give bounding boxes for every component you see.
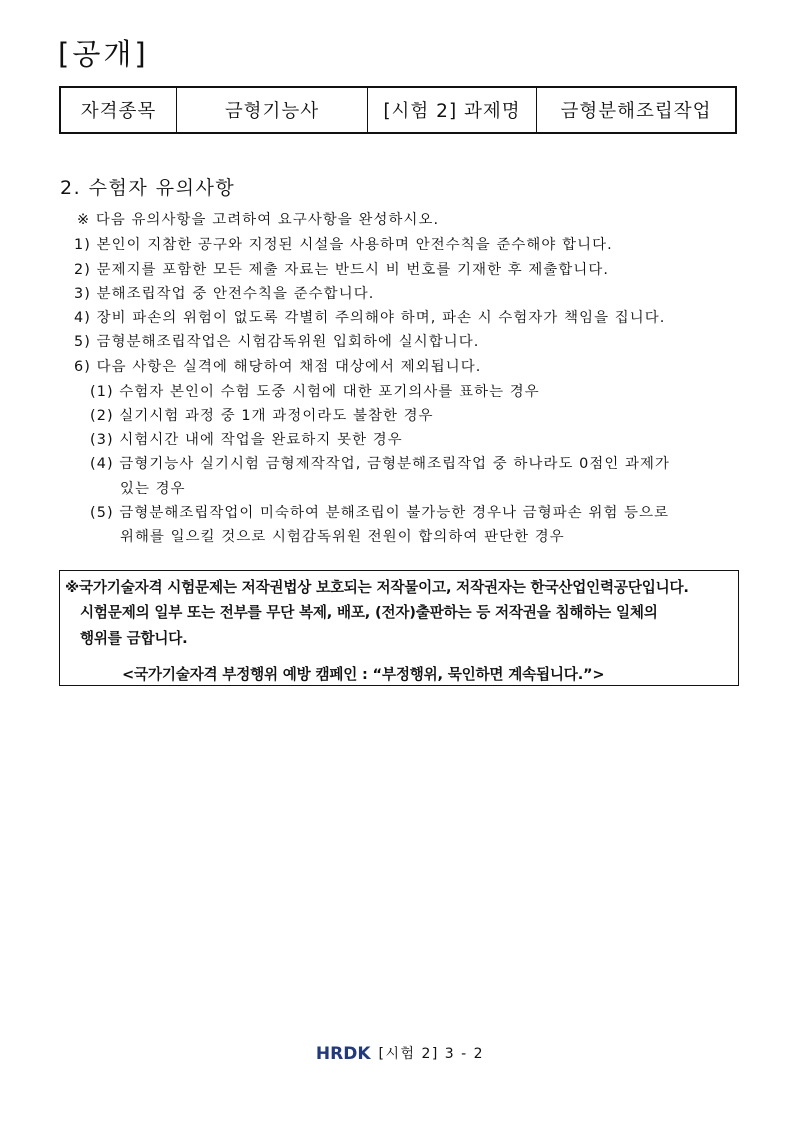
note-subitem-cont: 있는 경우: [120, 481, 186, 497]
note-subitem: (2) 실기시험 과정 중 1개 과정이라도 불참한 경우: [90, 408, 434, 424]
public-label: [공개]: [58, 37, 149, 71]
copyright-line: 행위를 금합니다.: [80, 630, 188, 647]
note-subitem: (4) 금형기능사 실기시험 금형제작작업, 금형분해조립작업 중 하나라도 0점인 과제가: [90, 456, 671, 472]
copyright-line: ※국가기술자격 시험문제는 저작권법상 보호되는 저작물이고, 저작권자는 한국산업인력공단입니다.: [65, 579, 689, 596]
section-title: 2. 수험자 유의사항: [60, 177, 236, 199]
exam-info-table: [59, 86, 737, 134]
task-value: 금형분해조립작업: [537, 87, 737, 133]
note-item: 2) 문제지를 포함한 모든 제출 자료는 반드시 비 번호를 기재한 후 제출합니다.: [74, 262, 610, 278]
note-subitem-cont: 위해를 일으킬 것으로 시험감독위원 전원이 합의하여 판단한 경우: [120, 529, 565, 545]
copyright-notice-box: [59, 570, 739, 686]
note-item: 6) 다음 사항은 실격에 해당하여 채점 대상에서 제외됩니다.: [74, 359, 482, 375]
qualification-value: 금형기능사: [177, 87, 368, 133]
note-intro: ※ 다음 유의사항을 고려하여 요구사항을 완성하시오.: [77, 212, 440, 228]
task-label: [시험 2] 과제명: [368, 87, 537, 133]
note-item: 1) 본인이 지참한 공구와 지정된 시설을 사용하며 안전수칙을 준수해야 합니다.: [74, 237, 613, 253]
note-subitem: (1) 수험자 본인이 수험 도중 시험에 대한 포기의사를 표하는 경우: [90, 384, 540, 400]
campaign-line: <국가기술자격 부정행위 예방 캠페인 : “부정행위, 묵인하면 계속됩니다.”>: [122, 666, 605, 683]
note-subitem: (5) 금형분해조립작업이 미숙하여 분해조립이 불가능한 경우나 금형파손 위험 등으로: [90, 505, 670, 521]
hrdk-logo: HRDK: [315, 1044, 371, 1064]
note-item: 4) 장비 파손의 위험이 없도록 각별히 주의해야 하며, 파손 시 수험자가 책임을 집니다.: [74, 310, 666, 326]
page-footer: [0, 1043, 800, 1064]
qualification-label: 자격종목: [60, 87, 177, 133]
note-item: 5) 금형분해조립작업은 시험감독위원 입회하에 실시합니다.: [74, 334, 480, 350]
page-number: [시험 2] 3 - 2: [378, 1046, 485, 1062]
copyright-line: 시험문제의 일부 또는 전부를 무단 복제, 배포, (전자)출판하는 등 저작권을 침해하는 일체의: [80, 604, 658, 621]
note-subitem: (3) 시험시간 내에 작업을 완료하지 못한 경우: [90, 432, 403, 448]
note-item: 3) 분해조립작업 중 안전수칙을 준수합니다.: [74, 286, 375, 302]
